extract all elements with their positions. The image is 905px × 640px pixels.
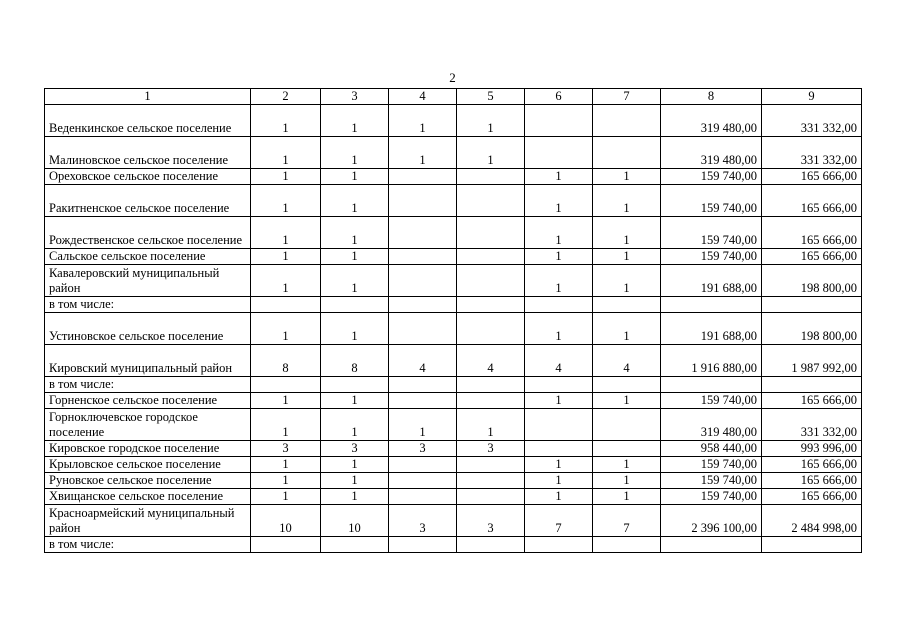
count-cell-c4 bbox=[389, 217, 457, 249]
count-cell-c7 bbox=[593, 377, 661, 393]
amount-cell-c9: 331 332,00 bbox=[762, 409, 862, 441]
amount-cell-c9 bbox=[762, 537, 862, 553]
amount-cell-c9: 2 484 998,00 bbox=[762, 505, 862, 537]
count-cell-c3: 3 bbox=[321, 441, 389, 457]
count-cell-c3: 1 bbox=[321, 105, 389, 137]
amount-cell-c9: 165 666,00 bbox=[762, 473, 862, 489]
amount-cell-c9: 165 666,00 bbox=[762, 217, 862, 249]
amount-cell-c8: 159 740,00 bbox=[661, 457, 762, 473]
count-cell-c6: 1 bbox=[525, 313, 593, 345]
column-header: 2 bbox=[251, 89, 321, 105]
count-cell-c5 bbox=[457, 249, 525, 265]
count-cell-c5 bbox=[457, 169, 525, 185]
count-cell-c6: 1 bbox=[525, 393, 593, 409]
count-cell-c6 bbox=[525, 441, 593, 457]
count-cell-c4 bbox=[389, 297, 457, 313]
table-row bbox=[45, 457, 862, 473]
amount-cell-c9: 331 332,00 bbox=[762, 137, 862, 169]
settlement-name-cell: Горноключевское городское поселение bbox=[45, 409, 251, 441]
count-cell-c5 bbox=[457, 537, 525, 553]
amount-cell-c8: 319 480,00 bbox=[661, 409, 762, 441]
settlement-name-cell: Кировский муниципальный район bbox=[45, 345, 251, 377]
count-cell-c3: 1 bbox=[321, 185, 389, 217]
column-header: 9 bbox=[762, 89, 862, 105]
count-cell-c7 bbox=[593, 441, 661, 457]
count-cell-c7 bbox=[593, 137, 661, 169]
amount-cell-c8: 1 916 880,00 bbox=[661, 345, 762, 377]
settlement-name-cell: Горненское сельское поселение bbox=[45, 393, 251, 409]
amount-cell-c8: 191 688,00 bbox=[661, 313, 762, 345]
column-header: 6 bbox=[525, 89, 593, 105]
table-row bbox=[45, 105, 862, 137]
amount-cell-c9: 165 666,00 bbox=[762, 457, 862, 473]
amount-cell-c8: 319 480,00 bbox=[661, 137, 762, 169]
count-cell-c7 bbox=[593, 105, 661, 137]
count-cell-c7: 4 bbox=[593, 345, 661, 377]
count-cell-c4: 1 bbox=[389, 137, 457, 169]
table-row bbox=[45, 441, 862, 457]
amount-cell-c8: 159 740,00 bbox=[661, 489, 762, 505]
count-cell-c2: 1 bbox=[251, 489, 321, 505]
column-header: 4 bbox=[389, 89, 457, 105]
count-cell-c7: 1 bbox=[593, 185, 661, 217]
count-cell-c6: 1 bbox=[525, 185, 593, 217]
amount-cell-c9: 165 666,00 bbox=[762, 393, 862, 409]
amount-cell-c8: 159 740,00 bbox=[661, 473, 762, 489]
column-header: 5 bbox=[457, 89, 525, 105]
settlement-name-cell: Ракитненское сельское поселение bbox=[45, 185, 251, 217]
count-cell-c7 bbox=[593, 297, 661, 313]
table-row bbox=[45, 137, 862, 169]
count-cell-c4: 3 bbox=[389, 505, 457, 537]
settlement-name-cell: Рождественское сельское поселение bbox=[45, 217, 251, 249]
count-cell-c7: 1 bbox=[593, 249, 661, 265]
amount-cell-c8 bbox=[661, 377, 762, 393]
page-number: 2 bbox=[449, 70, 456, 85]
count-cell-c5 bbox=[457, 473, 525, 489]
table-row bbox=[45, 169, 862, 185]
count-cell-c7 bbox=[593, 537, 661, 553]
count-cell-c2: 1 bbox=[251, 169, 321, 185]
count-cell-c5: 1 bbox=[457, 137, 525, 169]
table-row bbox=[45, 185, 862, 217]
table-row bbox=[45, 505, 862, 537]
count-cell-c4 bbox=[389, 457, 457, 473]
count-cell-c6 bbox=[525, 137, 593, 169]
table-row bbox=[45, 297, 862, 313]
count-cell-c3: 8 bbox=[321, 345, 389, 377]
count-cell-c6: 4 bbox=[525, 345, 593, 377]
amount-cell-c8: 958 440,00 bbox=[661, 441, 762, 457]
table-row bbox=[45, 473, 862, 489]
count-cell-c7: 1 bbox=[593, 313, 661, 345]
count-cell-c5 bbox=[457, 313, 525, 345]
settlement-name-cell: Хвищанское сельское поселение bbox=[45, 489, 251, 505]
count-cell-c3: 1 bbox=[321, 249, 389, 265]
count-cell-c7: 1 bbox=[593, 169, 661, 185]
count-cell-c2: 3 bbox=[251, 441, 321, 457]
settlement-name-cell: Веденкинское сельское поселение bbox=[45, 105, 251, 137]
amount-cell-c8: 159 740,00 bbox=[661, 393, 762, 409]
count-cell-c5: 3 bbox=[457, 441, 525, 457]
count-cell-c2 bbox=[251, 537, 321, 553]
amount-cell-c9: 165 666,00 bbox=[762, 249, 862, 265]
count-cell-c4 bbox=[389, 185, 457, 217]
count-cell-c5 bbox=[457, 217, 525, 249]
settlement-name-cell: в том числе: bbox=[45, 377, 251, 393]
amount-cell-c8: 2 396 100,00 bbox=[661, 505, 762, 537]
amount-cell-c8: 159 740,00 bbox=[661, 249, 762, 265]
count-cell-c5 bbox=[457, 489, 525, 505]
count-cell-c5 bbox=[457, 185, 525, 217]
count-cell-c4 bbox=[389, 393, 457, 409]
settlement-name-cell: Малиновское сельское поселение bbox=[45, 137, 251, 169]
count-cell-c3: 1 bbox=[321, 409, 389, 441]
count-cell-c3: 1 bbox=[321, 489, 389, 505]
count-cell-c2: 1 bbox=[251, 473, 321, 489]
count-cell-c4: 4 bbox=[389, 345, 457, 377]
count-cell-c6: 1 bbox=[525, 457, 593, 473]
table-row bbox=[45, 409, 862, 441]
count-cell-c7: 1 bbox=[593, 393, 661, 409]
count-cell-c3: 1 bbox=[321, 265, 389, 297]
count-cell-c3: 1 bbox=[321, 137, 389, 169]
count-cell-c2 bbox=[251, 297, 321, 313]
amount-cell-c9: 165 666,00 bbox=[762, 489, 862, 505]
count-cell-c7: 1 bbox=[593, 473, 661, 489]
count-cell-c5 bbox=[457, 265, 525, 297]
settlement-name-cell: в том числе: bbox=[45, 537, 251, 553]
count-cell-c5 bbox=[457, 457, 525, 473]
count-cell-c7 bbox=[593, 409, 661, 441]
count-cell-c3: 1 bbox=[321, 473, 389, 489]
count-cell-c4 bbox=[389, 473, 457, 489]
count-cell-c5: 3 bbox=[457, 505, 525, 537]
table-row bbox=[45, 537, 862, 553]
settlement-name-cell: в том числе: bbox=[45, 297, 251, 313]
table-row bbox=[45, 489, 862, 505]
count-cell-c6 bbox=[525, 537, 593, 553]
amount-cell-c9: 993 996,00 bbox=[762, 441, 862, 457]
table-row bbox=[45, 249, 862, 265]
count-cell-c6: 1 bbox=[525, 217, 593, 249]
settlement-name-cell: Крыловское сельское поселение bbox=[45, 457, 251, 473]
count-cell-c3: 1 bbox=[321, 169, 389, 185]
count-cell-c6: 1 bbox=[525, 473, 593, 489]
count-cell-c4 bbox=[389, 377, 457, 393]
column-header: 8 bbox=[661, 89, 762, 105]
count-cell-c2: 1 bbox=[251, 313, 321, 345]
column-header: 7 bbox=[593, 89, 661, 105]
count-cell-c6: 7 bbox=[525, 505, 593, 537]
amount-cell-c8: 319 480,00 bbox=[661, 105, 762, 137]
count-cell-c3: 1 bbox=[321, 217, 389, 249]
allocation-table bbox=[44, 88, 862, 553]
count-cell-c6: 1 bbox=[525, 489, 593, 505]
amount-cell-c8: 159 740,00 bbox=[661, 169, 762, 185]
count-cell-c6 bbox=[525, 105, 593, 137]
count-cell-c2: 1 bbox=[251, 137, 321, 169]
count-cell-c3: 1 bbox=[321, 313, 389, 345]
count-cell-c3: 1 bbox=[321, 393, 389, 409]
count-cell-c2: 1 bbox=[251, 185, 321, 217]
settlement-name-cell: Красноармейский муниципальный район bbox=[45, 505, 251, 537]
count-cell-c4: 1 bbox=[389, 409, 457, 441]
count-cell-c4: 3 bbox=[389, 441, 457, 457]
table-row bbox=[45, 377, 862, 393]
count-cell-c5: 1 bbox=[457, 409, 525, 441]
count-cell-c2 bbox=[251, 377, 321, 393]
settlement-name-cell: Руновское сельское поселение bbox=[45, 473, 251, 489]
count-cell-c4 bbox=[389, 249, 457, 265]
count-cell-c5: 4 bbox=[457, 345, 525, 377]
count-cell-c7: 7 bbox=[593, 505, 661, 537]
settlement-name-cell: Сальское сельское поселение bbox=[45, 249, 251, 265]
amount-cell-c8 bbox=[661, 297, 762, 313]
count-cell-c2: 1 bbox=[251, 409, 321, 441]
count-cell-c6: 1 bbox=[525, 265, 593, 297]
amount-cell-c9 bbox=[762, 297, 862, 313]
amount-cell-c9: 1 987 992,00 bbox=[762, 345, 862, 377]
count-cell-c6 bbox=[525, 297, 593, 313]
count-cell-c3: 10 bbox=[321, 505, 389, 537]
count-cell-c7: 1 bbox=[593, 489, 661, 505]
amount-cell-c8: 159 740,00 bbox=[661, 217, 762, 249]
settlement-name-cell: Устиновское сельское поселение bbox=[45, 313, 251, 345]
amount-cell-c9: 331 332,00 bbox=[762, 105, 862, 137]
count-cell-c2: 1 bbox=[251, 105, 321, 137]
count-cell-c3 bbox=[321, 537, 389, 553]
settlement-name-cell: Кировское городское поселение bbox=[45, 441, 251, 457]
amount-cell-c8: 191 688,00 bbox=[661, 265, 762, 297]
count-cell-c3: 1 bbox=[321, 457, 389, 473]
column-header: 1 bbox=[45, 89, 251, 105]
amount-cell-c9: 165 666,00 bbox=[762, 185, 862, 217]
settlement-name-cell: Ореховское сельское поселение bbox=[45, 169, 251, 185]
table-row bbox=[45, 313, 862, 345]
count-cell-c5 bbox=[457, 297, 525, 313]
count-cell-c6 bbox=[525, 377, 593, 393]
count-cell-c6: 1 bbox=[525, 169, 593, 185]
column-numbers-row bbox=[45, 89, 862, 105]
count-cell-c4 bbox=[389, 169, 457, 185]
table-row bbox=[45, 217, 862, 249]
count-cell-c2: 8 bbox=[251, 345, 321, 377]
count-cell-c4 bbox=[389, 489, 457, 505]
settlement-name-cell: Кавалеровский муниципальный район bbox=[45, 265, 251, 297]
count-cell-c4 bbox=[389, 313, 457, 345]
column-header: 3 bbox=[321, 89, 389, 105]
table-row bbox=[45, 265, 862, 297]
count-cell-c7: 1 bbox=[593, 457, 661, 473]
count-cell-c2: 10 bbox=[251, 505, 321, 537]
count-cell-c2: 1 bbox=[251, 217, 321, 249]
count-cell-c7: 1 bbox=[593, 265, 661, 297]
count-cell-c2: 1 bbox=[251, 249, 321, 265]
count-cell-c7: 1 bbox=[593, 217, 661, 249]
amount-cell-c8 bbox=[661, 537, 762, 553]
count-cell-c5 bbox=[457, 393, 525, 409]
count-cell-c4 bbox=[389, 537, 457, 553]
count-cell-c3 bbox=[321, 377, 389, 393]
count-cell-c2: 1 bbox=[251, 265, 321, 297]
count-cell-c5 bbox=[457, 377, 525, 393]
amount-cell-c9: 165 666,00 bbox=[762, 169, 862, 185]
amount-cell-c8: 159 740,00 bbox=[661, 185, 762, 217]
count-cell-c5: 1 bbox=[457, 105, 525, 137]
count-cell-c4 bbox=[389, 265, 457, 297]
count-cell-c6: 1 bbox=[525, 249, 593, 265]
amount-cell-c9 bbox=[762, 377, 862, 393]
table-row bbox=[45, 393, 862, 409]
count-cell-c3 bbox=[321, 297, 389, 313]
count-cell-c2: 1 bbox=[251, 393, 321, 409]
count-cell-c2: 1 bbox=[251, 457, 321, 473]
table-row bbox=[45, 345, 862, 377]
count-cell-c6 bbox=[525, 409, 593, 441]
amount-cell-c9: 198 800,00 bbox=[762, 265, 862, 297]
count-cell-c4: 1 bbox=[389, 105, 457, 137]
amount-cell-c9: 198 800,00 bbox=[762, 313, 862, 345]
